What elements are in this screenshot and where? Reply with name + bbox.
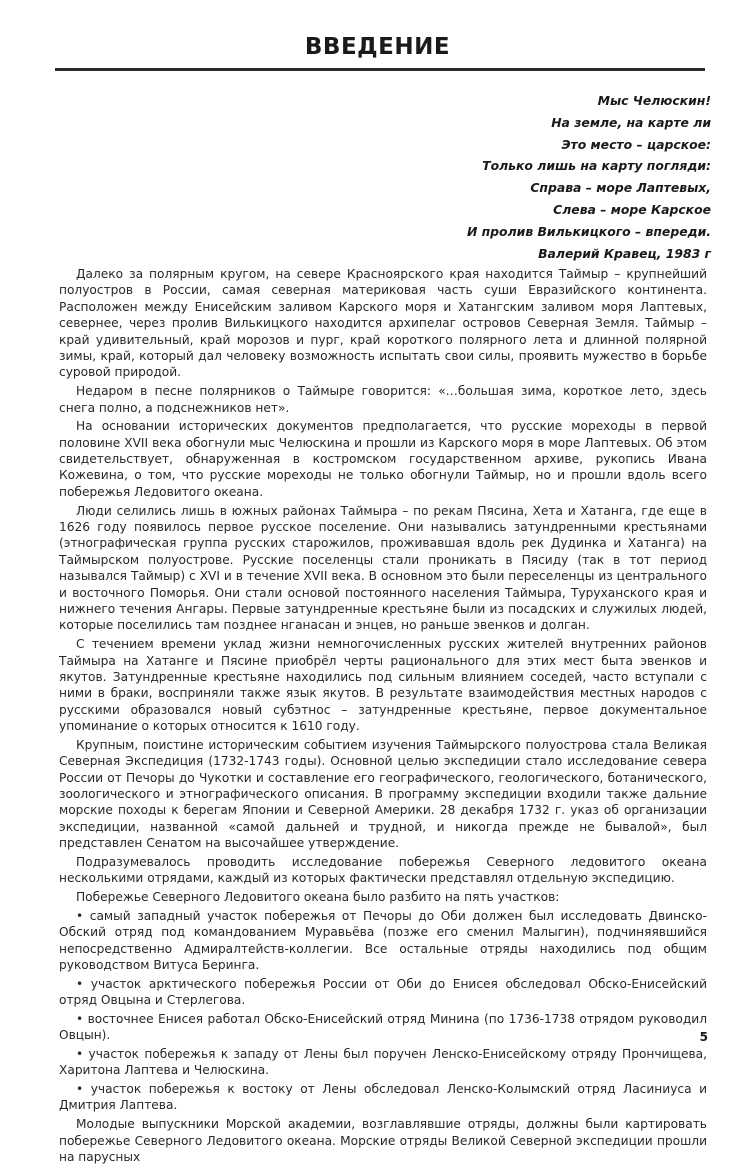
epigraph-line: Это место – царское: [561, 136, 711, 152]
epigraph-line: И пролив Вилькицкого – впереди. [466, 223, 711, 239]
epigraph [291, 90, 711, 264]
paragraph: Крупным, поистине историческим событием изучения Таймырского полуострова стала Великая Северная Экспедиция (1732-1743 годы). Основной целью экспедиции стало исследование севера России от Печоры до Чукотки и составление его географического, геологического, ботанического, зоологического и этнографического описания. В программу экспедиции входили также дальние морские походы к берегам Японии и Северной Америки. 28 декабря 1732 г. указ об организации экспедиции, названной «самой дальней и трудной, и никогда прежде не бывалой», был представлен Сенатом на высочайшее утверждение. [59, 737, 707, 851]
chapter-title: ВВЕДЕНИЕ [304, 34, 451, 60]
epigraph-line: Мыс Челюскин! [597, 93, 711, 108]
paragraph: С течением времени уклад жизни немногочисленных русских жителей внутренних районов Таймыра на Хатанге и Пясине приобрёл черты рационального для этих мест быта эвенков и якутов. Затундренные крестьяне находились под сильным влиянием соседей, часто вступали с ними в браки, восприняли также язык якутов. В результате взаимодействия местных народов с русскими образовался новый субэтнос – затундренные крестьяне, первое документальное упоминание о которых относится к 1610 году. [59, 637, 707, 734]
body-text [59, 266, 707, 1168]
bullet-item: • участок арктического побережья России от Оби до Енисея обследовал Обско-Енисейский отряд Овцына и Стерлегова. [59, 976, 707, 1008]
paragraph: Подразумевалось проводить исследование побережья Северного ледовитого океана несколькими отрядами, каждый из которых фактически представлял отдельную экспедицию. [59, 855, 707, 886]
paragraph: Недаром в песне полярников о Таймыре говорится: «…большая зима, короткое лето, здесь снега полно, а подснежников нет». [59, 384, 707, 415]
paragraph: На основании исторических документов предполагается, что русские мореходы в первой половине XVII века обогнули мыс Челюскина и прошли из Карского моря в море Лаптевых. Об этом свидетельствует, обнаруженная в костромском государственном архиве, рукопись Ивана Кожевина, о том, что русские мореходы не только обогнули Таймыр, но и прошли вдоль всего побережья Ледовитого океана. [59, 419, 707, 499]
epigraph-line: Только лишь на карту погляди: [482, 158, 711, 174]
bullet-item: • самый западный участок побережья от Печоры до Оби должен был исследовать Двинско-Обский отряд под командованием Муравьёва (позже его сменил Малыгин), подчиняявшийся непосредственно Адмиралтейств-коллегии. Все остальные отряды находились под общим руководством Витуса Беринга. [59, 908, 707, 973]
paragraph: Далеко за полярным кругом, на севере Красноярского края находится Таймыр – крупнейший полуостров в России, самая северная материковая часть суши Евразийского континента. Расположен между Енисейским заливом Карского моря и Хатангским заливом моря Лаптевых, севернее, через пролив Вилькицкого находится архипелаг островов Северная Земля. Таймыр – край удивительный, край морозов и пург, край короткого полярного лета и длинной полярной зимы, край, который дал человеку возможность испытать свои силы, проявить мужество в борьбе суровой природой. [59, 267, 707, 380]
bullet-item: • восточнее Енисея работал Обско-Енисейский отряд Минина (по 1736-1738 отрядом руководил Овцын). [59, 1011, 707, 1043]
closing-paragraph: Молодые выпускники Морской академии, возглавлявшие отряды, должны были картировать побережье Северного Ледовитого океана. Морские отряды Великой Северной экспедиции прошли на парусных [59, 1117, 707, 1164]
paragraph: Побережье Северного Ледовитого океана было разбито на пять участков: [76, 890, 560, 905]
epigraph-line: Слева – море Карское [553, 201, 711, 217]
page-number: 5 [699, 1030, 708, 1044]
paragraph: Люди селились лишь в южных районах Таймыра – по рекам Пясина, Хета и Хатанга, где еще в 1626 году появилось первое русское поселение. Они назывались затундренными крестьянами (этнографическая группа русских старожилов, проживавшая вдоль рек Дудинка и Хатанга) на Таймырском полуострове. Русские поселенцы стали проникать в Пясиду (так в тот период назывался Таймыр) с XVI и в течение XVII века. В основном это были переселенцы из центрального и восточного Поморья. Они стали основой постоянного населения Таймыра, Туруханского края и нижнего течения Ангары. Первые затундренные крестьяне были из посадских и служилых людей, которые поселились там позднее нганасан и энцев, но раньше эвенков и долган. [59, 503, 707, 633]
bullet-item: • участок побережья к западу от Лены был поручен Ленско-Енисейскому отряду Прончищева, Харитона Лаптева и Челюскина. [59, 1046, 707, 1078]
epigraph-line: Справа – море Лаптевых, [530, 180, 711, 196]
bullet-item: • участок побережья к востоку от Лены обследовал Ленско-Колымский отряд Ласиниуса и Дмитрия Лаптева. [59, 1082, 707, 1113]
epigraph-line: На земле, на карте ли [551, 114, 711, 130]
title-underline [55, 68, 705, 71]
epigraph-author: Валерий Кравец, 1983 г [538, 245, 711, 261]
